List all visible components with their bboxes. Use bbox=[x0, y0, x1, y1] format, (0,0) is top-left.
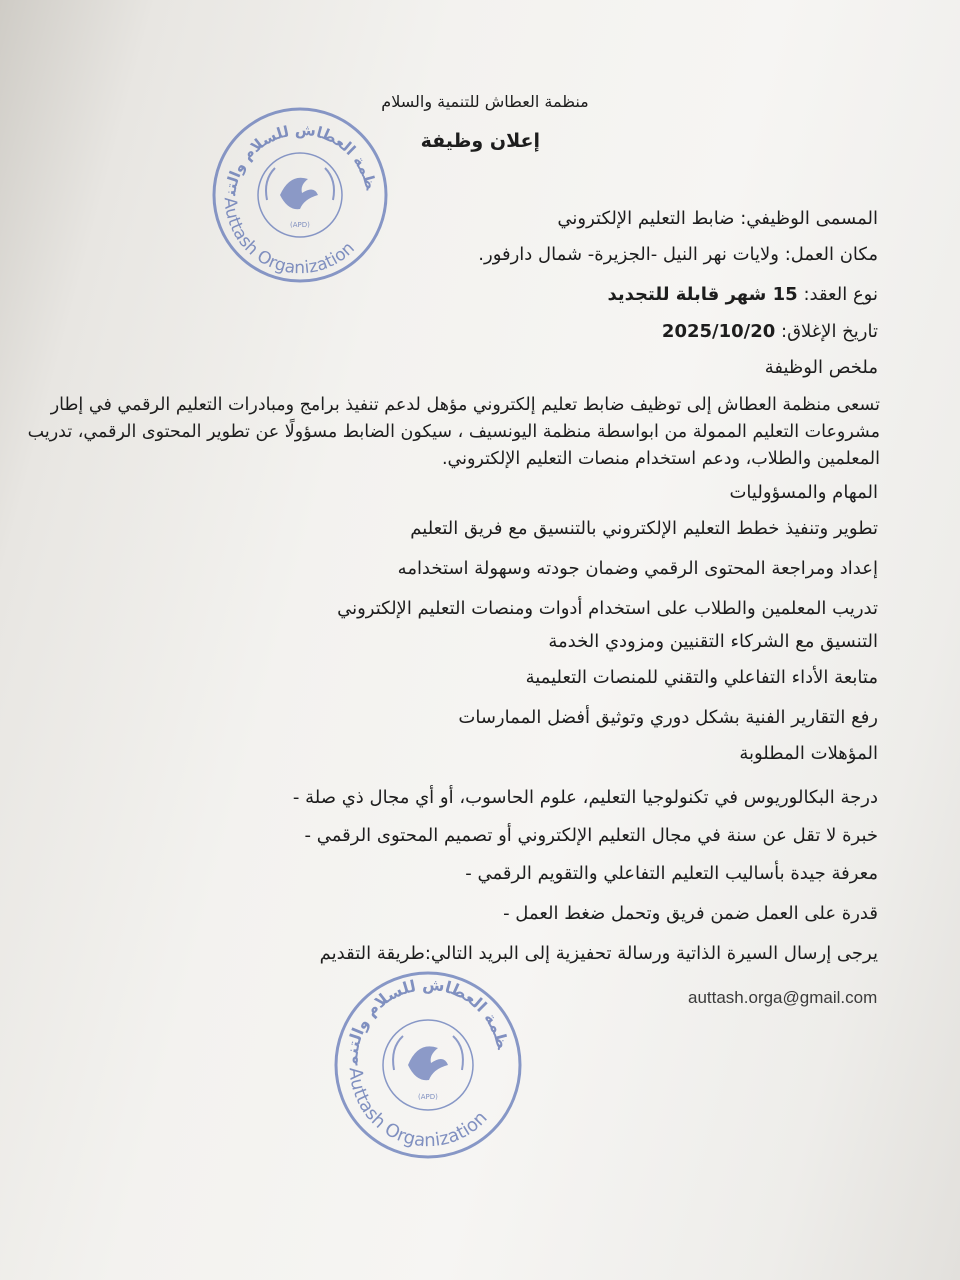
location-row bbox=[478, 243, 878, 267]
location-label: مكان العمل: bbox=[784, 244, 878, 265]
qualification-item: قدرة على العمل ضمن فريق وتحمل ضغط العمل - bbox=[503, 903, 878, 924]
qualification-item: درجة البكالوريوس في تكنولوجيا التعليم، علوم الحاسوب، أو أي مجال ذي صلة - bbox=[292, 787, 878, 808]
svg-text:(APD): (APD) bbox=[418, 1093, 438, 1101]
stamp-seal-icon bbox=[205, 105, 395, 285]
page-title: إعلان وظيفة bbox=[420, 130, 540, 152]
application-email: auttash.orga@gmail.com bbox=[688, 988, 878, 1007]
application-instructions: يرجى إرسال السيرة الذاتية ورسالة تحفيزية إلى البريد التالي:طريقة التقديم bbox=[319, 943, 878, 964]
responsibility-item: التنسيق مع الشركاء التقنيين ومزودي الخدمة bbox=[548, 631, 878, 652]
responsibility-item: متابعة الأداء التفاعلي والتقني للمنصات التعليمية bbox=[525, 667, 878, 688]
organization-stamp-bottom bbox=[328, 968, 528, 1167]
svg-text:منظمة العطاش للسلام والتنمية: ظمة العطاش للسلام والتنم bbox=[342, 974, 513, 1066]
closing-date-value: 2025/10/20 bbox=[661, 321, 776, 342]
job-title-label: المسمى الوظيفي: bbox=[740, 208, 878, 229]
summary-paragraph bbox=[27, 392, 880, 473]
responsibility-item: رفع التقارير الفنية بشكل دوري وتوثيق أفضل الممارسات bbox=[458, 707, 878, 728]
qualification-item: خبرة لا تقل عن سنة في مجال التعليم الإلكتروني أو تصميم المحتوى الرقمي - bbox=[304, 825, 878, 846]
job-title-row bbox=[557, 207, 878, 231]
closing-date-label: تاريخ الإغلاق: bbox=[781, 321, 878, 342]
location-value: ولايات نهر النيل -الجزيرة- شمال دارفور. bbox=[478, 244, 779, 265]
responsibility-item: تطوير وتنفيذ خطط التعليم الإلكتروني بالتنسيق مع فريق التعليم bbox=[410, 518, 878, 539]
org-name: منظمة العطاش للتنمية والسلام bbox=[381, 92, 589, 111]
qualification-item: معرفة جيدة بأساليب التعليم التفاعلي والتقويم الرقمي - bbox=[465, 863, 878, 884]
summary-line: تسعى منظمة العطاش إلى توظيف ضابط تعليم إلكتروني مؤهل لدعم تنفيذ برامج ومبادرات التعليم الرقمي في إطار bbox=[50, 395, 880, 415]
svg-text:Auttash Organization: Auttash Organization bbox=[344, 1066, 492, 1152]
job-title-value: ضابط التعليم الإلكتروني bbox=[557, 208, 735, 229]
summary-line: مشروعات التعليم الممولة من ابواسطة منظمة اليونسيف ، سيكون الضابط مسؤولًا عن تطوير المحتوى الرقمي، تدريب bbox=[27, 422, 880, 442]
contract-label: نوع العقد: bbox=[803, 284, 878, 305]
contract-value: 15 شهر قابلة للتجديد bbox=[607, 284, 798, 305]
svg-text:منظمة العطاش للسلام والتنمية: ظمة العطاش للسلام والتن bbox=[221, 120, 381, 197]
organization-stamp-top bbox=[205, 105, 395, 289]
summary-heading: ملخص الوظيفة bbox=[764, 357, 878, 378]
svg-text:Auttash Organization: Auttash Organization bbox=[219, 196, 359, 279]
qualifications-heading: المؤهلات المطلوبة bbox=[739, 743, 878, 764]
stamp-seal-icon bbox=[328, 968, 528, 1163]
responsibilities-heading: المهام والمسؤوليات bbox=[729, 482, 878, 503]
summary-line: المعلمين والطلاب، ودعم استخدام منصات التعليم الإلكتروني. bbox=[441, 449, 880, 469]
svg-text:(APD): (APD) bbox=[290, 221, 310, 229]
contract-row bbox=[608, 283, 879, 307]
responsibility-item: إعداد ومراجعة المحتوى الرقمي وضمان جودته وسهولة استخدامه bbox=[397, 558, 878, 579]
closing-date-row bbox=[662, 320, 878, 344]
responsibility-item: تدريب المعلمين والطلاب على استخدام أدوات ومنصات التعليم الإلكتروني bbox=[337, 598, 878, 619]
